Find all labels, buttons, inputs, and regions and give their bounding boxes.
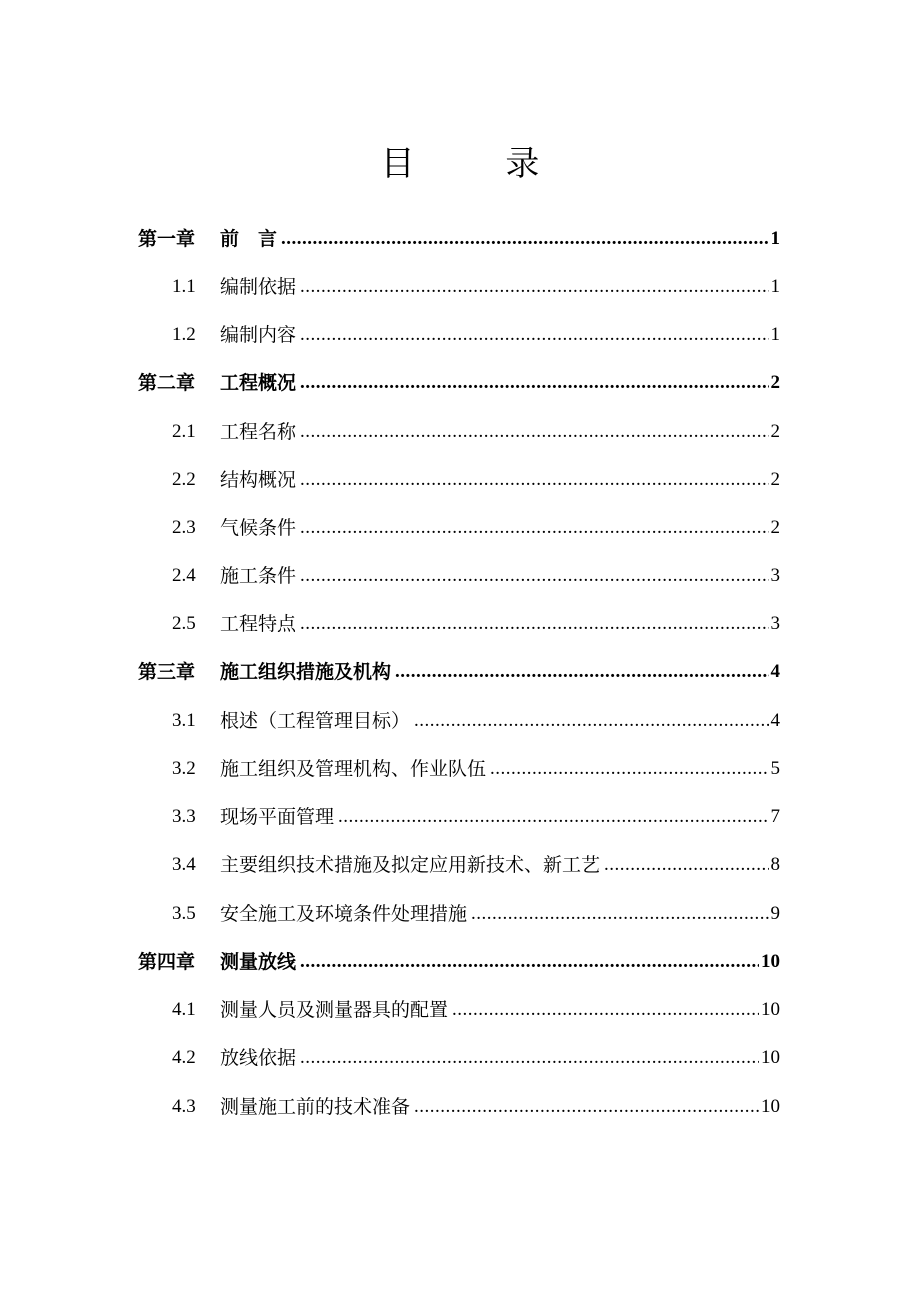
toc-section-entry[interactable] — [172, 1092, 780, 1122]
toc-entry-number: 1.2 — [172, 324, 196, 345]
toc-entry-number: 2.5 — [172, 613, 196, 634]
toc-entry-title: 工程概况 — [220, 372, 297, 394]
toc-entry-title: 主要组织技术措施及拟定应用新技术、新工艺 — [220, 854, 601, 876]
toc-page-number: 10 — [761, 999, 780, 1020]
toc-page-number: 1 — [770, 276, 780, 297]
toc-entry-number: 1.1 — [172, 276, 196, 297]
toc-dot-leader — [300, 609, 768, 639]
toc-chapter-entry[interactable] — [138, 368, 780, 398]
toc-dot-leader — [452, 995, 759, 1025]
toc-dot-leader — [300, 513, 768, 543]
toc-page-number: 5 — [770, 758, 780, 779]
toc-entry-title: 编制内容 — [220, 324, 297, 346]
toc-title: 目 录 — [380, 144, 580, 184]
toc-entry-title: 放线依据 — [220, 1047, 297, 1069]
toc-dot-leader — [300, 947, 759, 977]
toc-chapter-entry[interactable] — [138, 657, 780, 687]
toc-page-number: 10 — [761, 1096, 780, 1117]
toc-entry-number: 第四章 — [138, 951, 196, 973]
toc-entry-title: 现场平面管理 — [220, 806, 335, 828]
toc-entry-title: 施工条件 — [220, 565, 297, 587]
toc-entry-number: 3.4 — [172, 854, 196, 875]
toc-dot-leader — [395, 657, 768, 687]
toc-entry-number: 2.3 — [172, 517, 196, 538]
toc-page-number: 3 — [770, 565, 780, 586]
toc-page-number: 2 — [770, 469, 780, 490]
toc-section-entry[interactable] — [172, 1043, 780, 1073]
toc-section-entry[interactable] — [172, 609, 780, 639]
toc-entry-title: 工程特点 — [220, 613, 297, 635]
toc-entry-title: 施工组织措施及机构 — [220, 661, 392, 683]
toc-entry-title: 测量放线 — [220, 951, 297, 973]
toc-page-number: 10 — [761, 1047, 780, 1068]
toc-page-number: 7 — [770, 806, 780, 827]
toc-entry-title: 测量人员及测量器具的配置 — [220, 999, 449, 1021]
toc-entry-title: 施工组织及管理机构、作业队伍 — [220, 758, 487, 780]
toc-section-entry[interactable] — [172, 754, 780, 784]
toc-dot-leader — [471, 899, 768, 929]
toc-entry-title: 气候条件 — [220, 517, 297, 539]
toc-section-entry[interactable] — [172, 706, 780, 736]
toc-entry-number: 第二章 — [138, 372, 196, 394]
toc-entry-title: 结构概况 — [220, 469, 297, 491]
toc-page-number: 1 — [770, 324, 780, 345]
toc-entry-number: 3.1 — [172, 710, 196, 731]
toc-entry-number: 2.1 — [172, 421, 196, 442]
toc-dot-leader — [300, 320, 768, 350]
toc-entry-number: 第三章 — [138, 661, 196, 683]
toc-section-entry[interactable] — [172, 465, 780, 495]
toc-section-entry[interactable] — [172, 513, 780, 543]
toc-section-entry[interactable] — [172, 320, 780, 350]
toc-dot-leader — [300, 561, 768, 591]
toc-dot-leader — [300, 272, 768, 302]
toc-entry-title: 编制依据 — [220, 276, 297, 298]
toc-entry-number: 4.1 — [172, 999, 196, 1020]
toc-dot-leader — [300, 417, 768, 447]
toc-dot-leader — [300, 465, 768, 495]
toc-entry-number: 2.2 — [172, 469, 196, 490]
toc-page-number: 10 — [761, 951, 780, 972]
toc-page-number: 9 — [770, 903, 780, 924]
toc-page-number: 2 — [770, 517, 780, 538]
toc-page-number: 2 — [770, 372, 780, 393]
toc-section-entry[interactable] — [172, 417, 780, 447]
toc-dot-leader — [300, 368, 768, 398]
toc-section-entry[interactable] — [172, 850, 780, 880]
toc-entry-title: 测量施工前的技术准备 — [220, 1096, 411, 1118]
toc-section-entry[interactable] — [172, 802, 780, 832]
toc-entry-title: 工程名称 — [220, 421, 297, 443]
toc-page-number: 8 — [770, 854, 780, 875]
toc-page-number: 3 — [770, 613, 780, 634]
toc-dot-leader — [490, 754, 768, 784]
toc-entry-number: 3.5 — [172, 903, 196, 924]
toc-page-number: 2 — [770, 421, 780, 442]
toc-entry-title: 根述（工程管理目标） — [220, 710, 411, 732]
toc-section-entry[interactable] — [172, 272, 780, 302]
toc-dot-leader — [414, 1092, 759, 1122]
toc-page-number: 4 — [770, 710, 780, 731]
toc-entry-number: 4.2 — [172, 1047, 196, 1068]
toc-entry-number: 2.4 — [172, 565, 196, 586]
toc-dot-leader — [300, 1043, 759, 1073]
toc-page-number: 1 — [770, 228, 780, 249]
toc-section-entry[interactable] — [172, 995, 780, 1025]
toc-chapter-entry[interactable] — [138, 947, 780, 977]
toc-dot-leader — [604, 850, 768, 880]
toc-dot-leader — [414, 706, 768, 736]
toc-dot-leader — [338, 802, 768, 832]
toc-entry-title: 安全施工及环境条件处理措施 — [220, 903, 468, 925]
toc-entry-number: 4.3 — [172, 1096, 196, 1117]
toc-entry-number: 第一章 — [138, 228, 196, 250]
toc-entry-number: 3.2 — [172, 758, 196, 779]
toc-section-entry[interactable] — [172, 899, 780, 929]
toc-chapter-entry[interactable] — [138, 224, 780, 254]
toc-page-number: 4 — [770, 661, 780, 682]
toc-section-entry[interactable] — [172, 561, 780, 591]
toc-entry-title: 前 言 — [220, 228, 278, 250]
toc-dot-leader — [281, 224, 768, 254]
toc-entry-number: 3.3 — [172, 806, 196, 827]
